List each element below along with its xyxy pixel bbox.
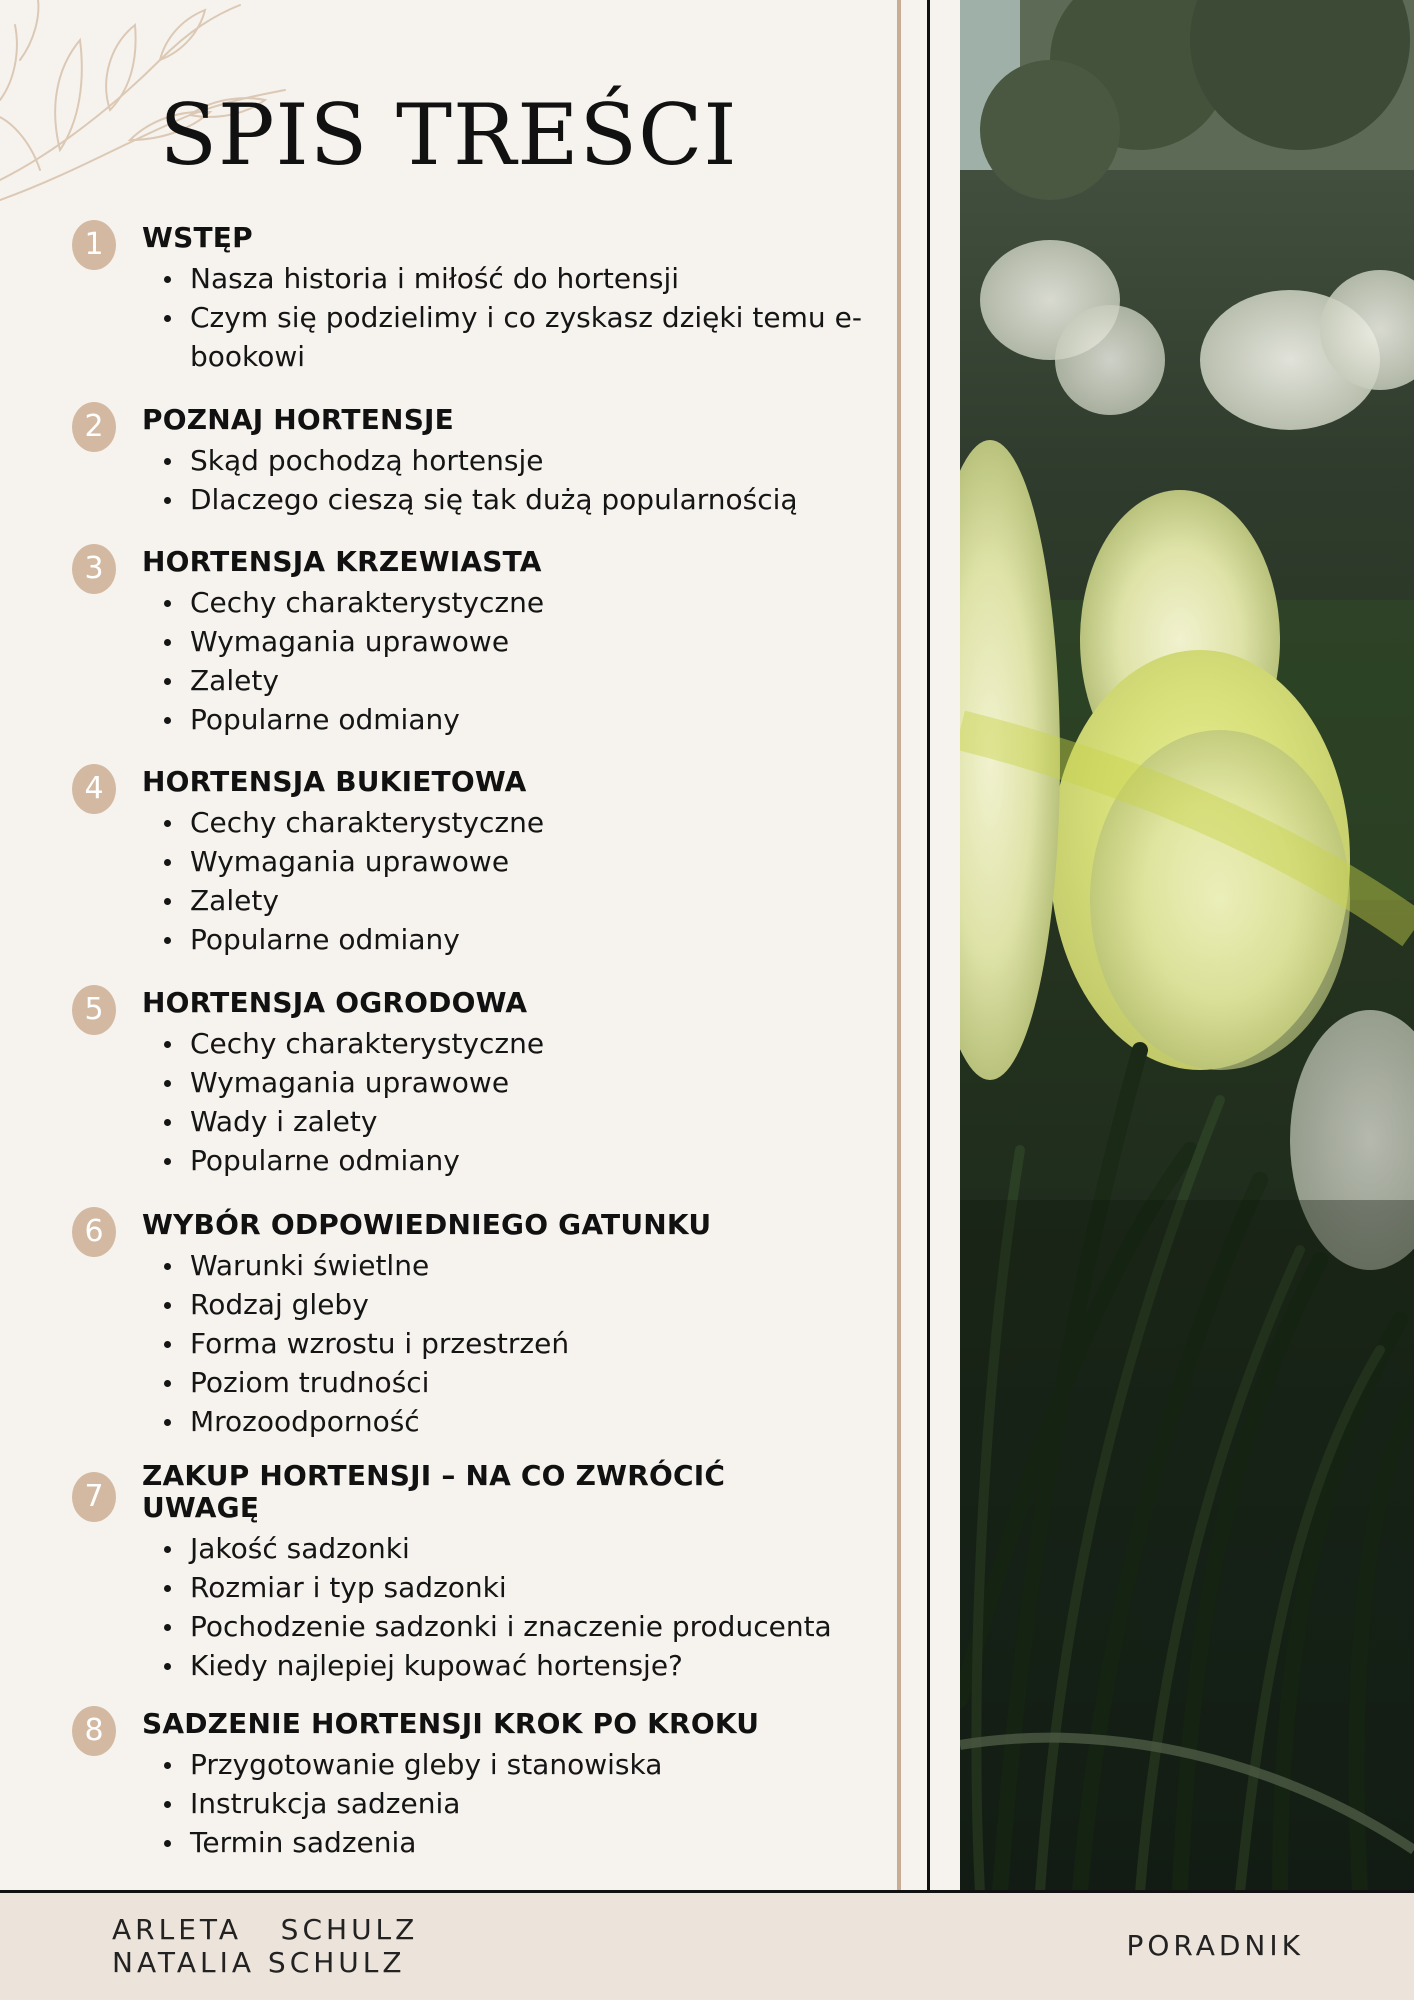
divider-tan (897, 0, 901, 1892)
toc-section-5 (72, 987, 862, 1180)
author-name: NATALIA SCHULZ (112, 1946, 406, 1979)
author-name: ARLETA SCHULZ (112, 1913, 419, 1946)
section-number-badge: 5 (72, 985, 116, 1035)
list-item: Cechy charakterystyczne (142, 1024, 862, 1063)
list-item: Popularne odmiany (142, 920, 862, 959)
divider-black (927, 0, 930, 1892)
section-title: POZNAJ HORTENSJE (142, 403, 455, 436)
section-title: HORTENSJA BUKIETOWA (142, 765, 527, 798)
section-title: ZAKUP HORTENSJI – NA CO ZWRÓCIĆ UWAGĘ (142, 1459, 726, 1524)
list-item: Zalety (142, 661, 862, 700)
section-title: HORTENSJA KRZEWIASTA (142, 545, 542, 578)
section-number-badge: 8 (72, 1706, 116, 1756)
toc-section-7 (72, 1460, 862, 1685)
list-item: Termin sadzenia (142, 1823, 862, 1862)
section-number-badge: 2 (72, 402, 116, 452)
list-item: Wymagania uprawowe (142, 622, 862, 661)
section-title: WSTĘP (142, 221, 253, 254)
section-number-badge: 7 (72, 1472, 116, 1522)
list-item: Wady i zalety (142, 1102, 862, 1141)
section-number-badge: 4 (72, 764, 116, 814)
section-number-badge: 1 (72, 220, 116, 270)
list-item: Dlaczego cieszą się tak dużą popularnością (142, 480, 862, 519)
list-item: Skąd pochodzą hortensje (142, 441, 862, 480)
list-item: Jakość sadzonki (142, 1529, 862, 1568)
list-item: Rozmiar i typ sadzonki (142, 1568, 862, 1607)
list-item: Czym się podzielimy i co zyskasz dzięki temu e-bookowi (142, 298, 862, 376)
list-item: Nasza historia i miłość do hortensji (142, 259, 862, 298)
toc-section-8 (72, 1708, 862, 1862)
list-item: Mrozoodporność (142, 1402, 862, 1441)
list-item: Zalety (142, 881, 862, 920)
page-title: SPIS TREŚCI (159, 86, 738, 184)
footer (0, 1893, 1414, 2000)
toc-section-6 (72, 1209, 862, 1441)
toc-section-3 (72, 546, 862, 739)
list-item: Wymagania uprawowe (142, 842, 862, 881)
list-item: Instrukcja sadzenia (142, 1784, 862, 1823)
list-item: Wymagania uprawowe (142, 1063, 862, 1102)
section-title: WYBÓR ODPOWIEDNIEGO GATUNKU (142, 1208, 712, 1241)
toc-section-4 (72, 766, 862, 959)
list-item: Popularne odmiany (142, 700, 862, 739)
list-item: Popularne odmiany (142, 1141, 862, 1180)
list-item: Cechy charakterystyczne (142, 583, 862, 622)
section-number-badge: 6 (72, 1207, 116, 1257)
toc-section-2 (72, 404, 862, 519)
section-title: HORTENSJA OGRODOWA (142, 986, 528, 1019)
list-item: Przygotowanie gleby i stanowiska (142, 1745, 862, 1784)
list-item: Forma wzrostu i przestrzeń (142, 1324, 862, 1363)
list-item: Warunki świetlne (142, 1246, 862, 1285)
section-title: SADZENIE HORTENSJI KROK PO KROKU (142, 1707, 760, 1740)
list-item: Kiedy najlepiej kupować hortensje? (142, 1646, 862, 1685)
footer-label: PORADNIK (1126, 1929, 1304, 1962)
section-number-badge: 3 (72, 544, 116, 594)
list-item: Pochodzenie sadzonki i znaczenie producenta (142, 1607, 862, 1646)
toc-section-1 (72, 222, 862, 376)
hydrangea-photo (960, 0, 1414, 1892)
list-item: Poziom trudności (142, 1363, 862, 1402)
list-item: Cechy charakterystyczne (142, 803, 862, 842)
list-item: Rodzaj gleby (142, 1285, 862, 1324)
